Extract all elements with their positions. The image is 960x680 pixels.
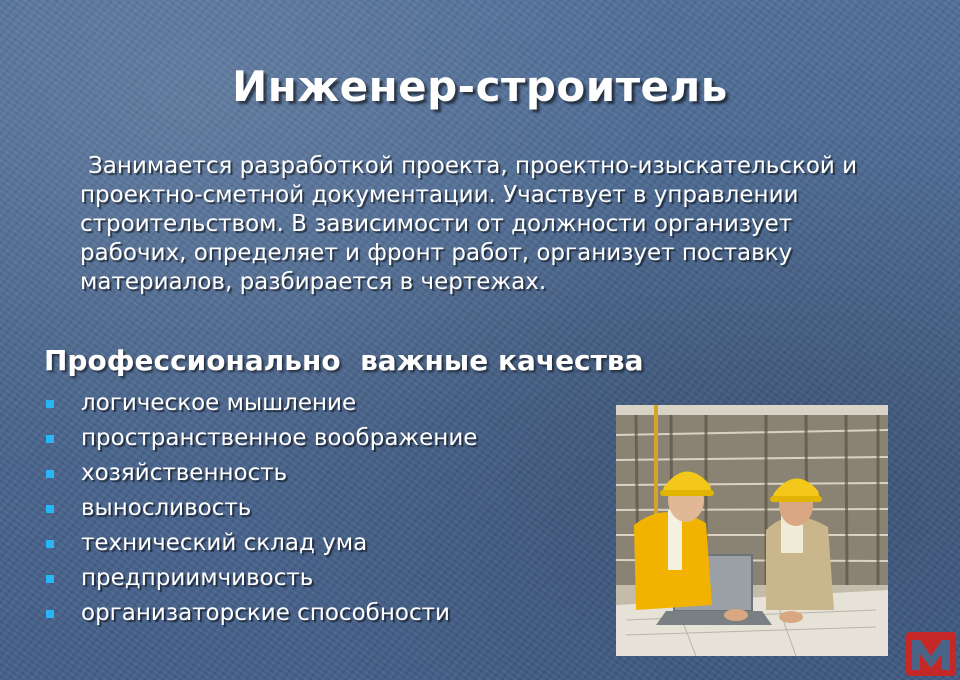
- bullet-icon: [46, 540, 54, 548]
- m-logo-icon: [906, 632, 956, 676]
- list-item: [44, 458, 477, 493]
- qualities-heading: Профессионально важные качества: [44, 344, 644, 377]
- qualities-list: [44, 388, 477, 633]
- bullet-icon: [46, 435, 54, 443]
- quality-label: хозяйственность: [81, 460, 288, 486]
- list-item: [44, 563, 477, 598]
- list-item: [44, 493, 477, 528]
- construction-engineers-photo: [616, 405, 888, 656]
- quality-label: пространственное воображение: [81, 425, 478, 451]
- description-text: Занимается разработкой проекта, проектно-изыскательской и проектно-сметной документации. Участвует в управлении строительством. В зависимости от должности организует рабочих, определяет и фронт работ, организует поставку материалов, разбирается в чертежах.: [80, 153, 858, 295]
- bullet-icon: [46, 505, 54, 513]
- slide-title: Инженер-строитель: [232, 62, 728, 111]
- quality-label: предприимчивость: [81, 565, 314, 591]
- bullet-icon: [46, 575, 54, 583]
- bullet-icon: [46, 610, 54, 618]
- quality-label: организаторские способности: [81, 600, 450, 626]
- bullet-icon: [46, 470, 54, 478]
- list-item: [44, 388, 477, 423]
- list-item: [44, 528, 477, 563]
- quality-label: выносливость: [81, 495, 252, 521]
- quality-label: технический склад ума: [81, 530, 368, 556]
- list-item: [44, 598, 477, 633]
- list-item: [44, 423, 477, 458]
- bullet-icon: [46, 400, 54, 408]
- quality-label: логическое мышление: [81, 390, 357, 416]
